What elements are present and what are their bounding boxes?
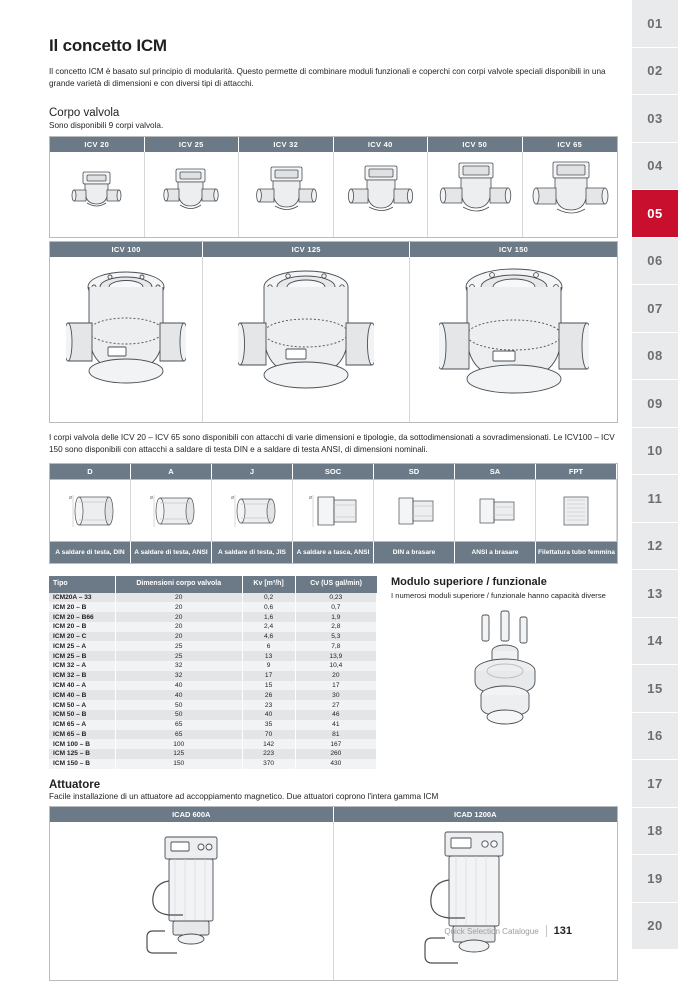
- kv-cell-tipo: ICM 32 – A: [49, 661, 115, 671]
- actuator-image-icad1200a: [334, 822, 618, 980]
- kv-cell-dimensioni: 50: [115, 710, 242, 720]
- chapter-tab-14[interactable]: 14: [632, 618, 678, 666]
- valve-header-icv50: ICV 50: [428, 137, 523, 152]
- table-row: [49, 700, 377, 710]
- connection-header-d: D: [50, 464, 131, 479]
- kv-cell-kv: 1,6: [242, 612, 295, 622]
- connection-footer-sa: ANSI a brasare: [455, 541, 536, 563]
- kv-cell-kv: 40: [242, 710, 295, 720]
- valve-body-heading: Corpo valvola: [49, 106, 120, 119]
- table-row: [49, 651, 377, 661]
- chapter-tab-11[interactable]: 11: [632, 475, 678, 523]
- chapter-tab-08[interactable]: 08: [632, 333, 678, 381]
- connection-footer-j: A saldare di testa, JIS: [212, 541, 293, 563]
- actuator-image-icad600a: [50, 822, 334, 980]
- kv-cell-tipo: ICM 65 – A: [49, 720, 115, 730]
- actuator-image-row: [49, 822, 618, 981]
- chapter-tab-02[interactable]: 02: [632, 48, 678, 96]
- module-heading: Modulo superiore / funzionale: [391, 576, 547, 589]
- actuator-text: Facile installazione di un attuatore ad accoppiamento magnetico. Due attuatori coprono l'intera gamma ICM: [49, 791, 439, 801]
- module-text: I numerosi moduli superiore / funzionale hanno capacità diverse: [391, 591, 606, 601]
- table-row: [49, 612, 377, 622]
- connection-image-j: [212, 479, 293, 541]
- kv-cell-kv: 70: [242, 730, 295, 740]
- valve-header-icv25: ICV 25: [145, 137, 240, 152]
- kv-cell-kv: 0,2: [242, 593, 295, 603]
- kv-cell-kv: 15: [242, 681, 295, 691]
- svg-text:ø: ø: [309, 494, 313, 501]
- table-row: [49, 690, 377, 700]
- kv-cell-cv: 1,9: [295, 612, 376, 622]
- valve-header-icv32: ICV 32: [239, 137, 334, 152]
- kv-cell-dimensioni: 20: [115, 632, 242, 642]
- chapter-tab-05[interactable]: 05: [632, 190, 678, 238]
- kv-header-kv: Kv [m³/h]: [242, 576, 295, 592]
- kv-cell-dimensioni: 40: [115, 681, 242, 691]
- chapter-tab-13[interactable]: 13: [632, 570, 678, 618]
- kv-cell-dimensioni: 25: [115, 641, 242, 651]
- connections-note: I corpi valvola delle ICV 20 – ICV 65 sono disponibili con attacchi di varie dimensioni e tipologie, da sottodimensionati a sovradimensionati. Le ICV100 – ICV 150 sono disponibili con attacchi a saldare di testa DIN e a saldare di testa ANSI, di dimensioni nominali.: [49, 432, 615, 454]
- kv-cell-dimensioni: 40: [115, 690, 242, 700]
- actuator-header-row: [49, 806, 618, 822]
- connection-footer-soc: A saldare a tasca, ANSI: [293, 541, 374, 563]
- kv-cell-kv: 26: [242, 690, 295, 700]
- table-row: [49, 641, 377, 651]
- kv-cell-dimensioni: 20: [115, 602, 242, 612]
- valve-image-icv65: [523, 152, 618, 237]
- chapter-tab-07[interactable]: 07: [632, 285, 678, 333]
- kv-cell-cv: 2,8: [295, 622, 376, 632]
- kv-header-tipo: Tipo: [49, 576, 115, 592]
- connection-header-soc: SOC: [293, 464, 374, 479]
- valve-body-header-row-2: [49, 241, 618, 257]
- valve-header-icv100: ICV 100: [50, 242, 203, 257]
- chapter-tab-09[interactable]: 09: [632, 380, 678, 428]
- kv-cell-cv: 0,23: [295, 593, 376, 603]
- connection-header-sa: SA: [455, 464, 536, 479]
- kv-cell-cv: 17: [295, 681, 376, 691]
- valve-image-icv50: [428, 152, 523, 237]
- chapter-tab-04[interactable]: 04: [632, 143, 678, 191]
- valve-body-subheading: Sono disponibili 9 corpi valvola.: [49, 120, 164, 130]
- kv-cell-kv: 23: [242, 700, 295, 710]
- valve-image-icv20: [50, 152, 145, 237]
- chapter-tab-10[interactable]: 10: [632, 428, 678, 476]
- kv-cell-kv: 17: [242, 671, 295, 681]
- kv-cell-kv: 223: [242, 749, 295, 759]
- page-footer: [49, 925, 572, 937]
- kv-cell-cv: 46: [295, 710, 376, 720]
- chapter-tab-06[interactable]: 06: [632, 238, 678, 286]
- kv-cell-dimensioni: 150: [115, 759, 242, 769]
- table-row: [49, 602, 377, 612]
- kv-cell-kv: 9: [242, 661, 295, 671]
- valve-image-icv25: [145, 152, 240, 237]
- kv-cell-kv: 35: [242, 720, 295, 730]
- kv-cell-cv: 260: [295, 749, 376, 759]
- table-row: [49, 661, 377, 671]
- kv-cell-dimensioni: 65: [115, 720, 242, 730]
- connection-types-table: [49, 463, 618, 564]
- valve-header-icv125: ICV 125: [203, 242, 410, 257]
- chapter-tab-19[interactable]: 19: [632, 855, 678, 903]
- kv-cell-kv: 142: [242, 739, 295, 749]
- table-row: [49, 759, 377, 769]
- connection-footer-d: A saldare di testa, DIN: [50, 541, 131, 563]
- kv-cell-dimensioni: 125: [115, 749, 242, 759]
- connection-image-soc: [293, 479, 374, 541]
- chapter-tab-03[interactable]: 03: [632, 95, 678, 143]
- kv-cell-cv: 167: [295, 739, 376, 749]
- table-row: [49, 681, 377, 691]
- kv-cell-kv: 2,4: [242, 622, 295, 632]
- kv-cell-cv: 430: [295, 759, 376, 769]
- kv-cell-dimensioni: 100: [115, 739, 242, 749]
- kv-cell-kv: 0,6: [242, 602, 295, 612]
- page-number: 131: [546, 925, 572, 937]
- page-title: Il concetto ICM: [49, 36, 167, 55]
- actuator-header-icad600a: ICAD 600A: [50, 807, 334, 822]
- kv-cell-kv: 13: [242, 651, 295, 661]
- kv-cell-tipo: ICM20A – 33: [49, 593, 115, 603]
- kv-cell-kv: 6: [242, 641, 295, 651]
- valve-header-icv65: ICV 65: [523, 137, 618, 152]
- kv-cell-tipo: ICM 65 – B: [49, 730, 115, 740]
- kv-cell-dimensioni: 20: [115, 622, 242, 632]
- valve-image-icv125: [203, 257, 410, 422]
- kv-capacity-table: [49, 576, 377, 768]
- table-row: [49, 671, 377, 681]
- table-row: [49, 730, 377, 740]
- kv-cell-dimensioni: 25: [115, 651, 242, 661]
- valve-body-header-row-1: [49, 136, 618, 152]
- kv-cell-dimensioni: 50: [115, 700, 242, 710]
- connection-image-sd: [374, 479, 455, 541]
- connection-footer-a: A saldare di testa, ANSI: [131, 541, 212, 563]
- actuator-heading: Attuatore: [49, 778, 101, 791]
- kv-cell-cv: 27: [295, 700, 376, 710]
- kv-cell-dimensioni: 20: [115, 612, 242, 622]
- kv-cell-tipo: ICM 40 – B: [49, 690, 115, 700]
- valve-image-icv40: [334, 152, 429, 237]
- chapter-tab-12[interactable]: 12: [632, 523, 678, 571]
- kv-cell-cv: 5,3: [295, 632, 376, 642]
- connection-header-fpt: FPT: [536, 464, 617, 479]
- module-image: [391, 606, 618, 741]
- connection-header-sd: SD: [374, 464, 455, 479]
- connection-image-sa: [455, 479, 536, 541]
- module-column: [391, 576, 618, 768]
- svg-text:ø: ø: [231, 494, 235, 501]
- kv-header-dimensioni: Dimensioni corpo valvola: [115, 576, 242, 592]
- valve-image-icv100: [50, 257, 203, 422]
- connection-image-a: [131, 479, 212, 541]
- kv-cell-tipo: ICM 20 – B66: [49, 612, 115, 622]
- kv-cell-tipo: ICM 20 – C: [49, 632, 115, 642]
- kv-cell-cv: 81: [295, 730, 376, 740]
- kv-cell-tipo: ICM 32 – B: [49, 671, 115, 681]
- connection-image-fpt: [536, 479, 617, 541]
- valve-header-icv150: ICV 150: [410, 242, 617, 257]
- kv-cell-tipo: ICM 25 – A: [49, 641, 115, 651]
- valve-header-icv40: ICV 40: [334, 137, 429, 152]
- table-row: [49, 720, 377, 730]
- table-row: [49, 749, 377, 759]
- kv-cell-kv: 4,6: [242, 632, 295, 642]
- connection-image-d: [50, 479, 131, 541]
- kv-cell-dimensioni: 32: [115, 661, 242, 671]
- kv-cell-tipo: ICM 50 – B: [49, 710, 115, 720]
- table-row: [49, 593, 377, 603]
- kv-cell-tipo: ICM 125 – B: [49, 749, 115, 759]
- connection-footer-fpt: Filettatura tubo femmina: [536, 541, 617, 563]
- chapter-tab-rail[interactable]: [632, 0, 678, 959]
- kv-cell-cv: 30: [295, 690, 376, 700]
- kv-cell-tipo: ICM 50 – A: [49, 700, 115, 710]
- kv-header-cv: Cv (US gal/min): [295, 576, 376, 592]
- valve-body-image-row-1: [49, 152, 618, 238]
- kv-cell-kv: 370: [242, 759, 295, 769]
- chapter-tab-17[interactable]: 17: [632, 760, 678, 808]
- table-row: [49, 739, 377, 749]
- table-row: [49, 632, 377, 642]
- page-intro: Il concetto ICM è basato sul principio di modularità. Questo permette di combinare moduli funzionali e coperchi con corpi valvole speciali disponibili in una grande varietà di dimensioni e con diversi tipi di attacchi.: [49, 67, 606, 89]
- connection-header-j: J: [212, 464, 293, 479]
- kv-cell-tipo: ICM 150 – B: [49, 759, 115, 769]
- chapter-tab-01[interactable]: 01: [632, 0, 678, 48]
- actuator-header-icad1200a: ICAD 1200A: [334, 807, 618, 822]
- kv-cell-cv: 10,4: [295, 661, 376, 671]
- chapter-tab-15[interactable]: 15: [632, 665, 678, 713]
- table-header-row: [49, 576, 377, 592]
- kv-cell-tipo: ICM 40 – A: [49, 681, 115, 691]
- kv-cell-cv: 20: [295, 671, 376, 681]
- kv-cell-dimensioni: 20: [115, 593, 242, 603]
- svg-text:ø: ø: [69, 494, 73, 501]
- chapter-tab-16[interactable]: 16: [632, 713, 678, 761]
- valve-image-icv150: [410, 257, 617, 422]
- valve-body-image-row-2: [49, 257, 618, 423]
- kv-cell-tipo: ICM 100 – B: [49, 739, 115, 749]
- kv-cell-dimensioni: 65: [115, 730, 242, 740]
- valve-header-icv20: ICV 20: [50, 137, 145, 152]
- svg-text:ø: ø: [150, 494, 154, 501]
- footer-text: Quick Selection Catalogue: [444, 927, 539, 936]
- connection-footer-sd: DIN a brasare: [374, 541, 455, 563]
- table-row: [49, 622, 377, 632]
- kv-cell-tipo: ICM 20 – B: [49, 602, 115, 612]
- connection-header-a: A: [131, 464, 212, 479]
- kv-cell-tipo: ICM 20 – B: [49, 622, 115, 632]
- kv-cell-tipo: ICM 25 – B: [49, 651, 115, 661]
- chapter-tab-20[interactable]: 20: [632, 903, 678, 951]
- lower-section: [49, 576, 618, 768]
- table-row: [49, 710, 377, 720]
- kv-cell-cv: 13,9: [295, 651, 376, 661]
- kv-cell-cv: 0,7: [295, 602, 376, 612]
- kv-cell-cv: 7,8: [295, 641, 376, 651]
- kv-cell-dimensioni: 32: [115, 671, 242, 681]
- valve-image-icv32: [239, 152, 334, 237]
- kv-cell-cv: 41: [295, 720, 376, 730]
- chapter-tab-18[interactable]: 18: [632, 808, 678, 856]
